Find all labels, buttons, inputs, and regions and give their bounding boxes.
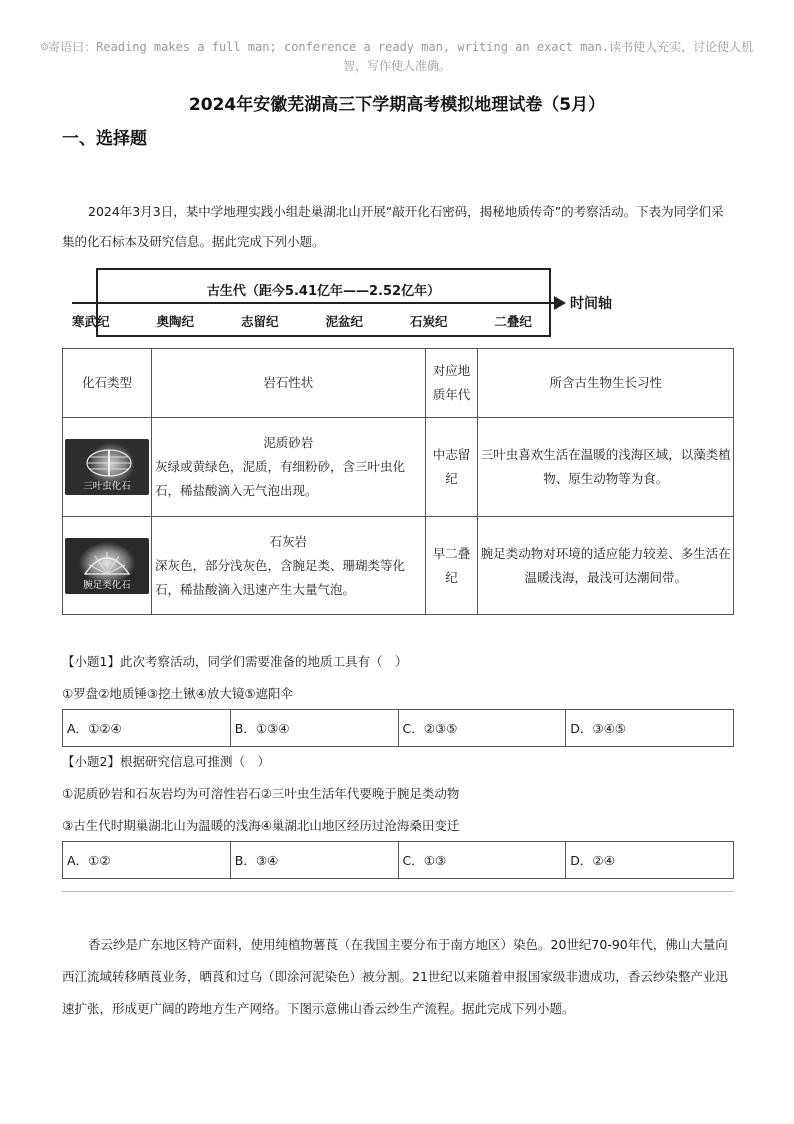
table-header: 化石类型 <box>63 349 152 418</box>
era-cell: 中志留纪 <box>425 418 478 517</box>
rock-cell <box>151 418 425 517</box>
sub1-items: ①罗盘②地质锤③挖土锹④放大镜⑤遮阳伞 <box>62 686 294 701</box>
divider <box>62 891 734 892</box>
rock-cell <box>151 517 425 615</box>
timeline-axis-label: 时间轴 <box>570 296 612 312</box>
sub2-items-line1: ①泥质砂岩和石灰岩均为可溶性岩石②三叶虫生活年代要晚于腕足类动物 <box>62 786 460 801</box>
fossil-table <box>62 348 734 615</box>
fossil-image-cell <box>63 418 152 517</box>
timeline-period: 寒武纪 <box>72 314 110 329</box>
rock-name: 泥质砂岩 <box>263 435 314 450</box>
option-b[interactable]: B．③④ <box>230 842 398 879</box>
habit-cell: 腕足类动物对环境的适应能力较差、多生活在温暖浅海，最浅可达潮间带。 <box>478 517 734 615</box>
table-header: 岩石性状 <box>151 349 425 418</box>
fossil-caption: 腕足类化石 <box>83 579 131 591</box>
sub1-stem: 【小题1】此次考察活动，同学们需要准备的地质工具有（ ） <box>62 654 408 669</box>
section-heading: 一、选择题 <box>62 129 147 149</box>
timeline-period: 奥陶纪 <box>156 314 194 329</box>
sub2-stem: 【小题2】根据研究信息可推测（ ） <box>62 754 270 769</box>
table-header: 所含古生物生长习性 <box>478 349 734 418</box>
fossil-caption: 三叶虫化石 <box>83 481 131 492</box>
option-d[interactable]: D．③④⑤ <box>566 710 734 747</box>
paleozoic-timeline <box>62 268 622 346</box>
table-header-row <box>63 349 734 418</box>
fossil-image-cell <box>63 517 152 615</box>
q2-intro: 香云纱是广东地区特产面料，使用纯植物薯莨（在我国主要分布于南方地区）染色。20世纪70-90年代，佛山大量向西江流域转移晒莨业务，晒莨和过乌（即涂河泥染色）被分割。21世纪以来随着申报国家级非遗成功，香云纱染整产业迅速扩张，形成更广阔的跨地方生产网络。下图示意佛山香云纱生产流程。据此完成下列小题。 <box>62 937 728 1016</box>
timeline-period: 泥盆纪 <box>325 314 363 329</box>
option-a[interactable]: A．①②④ <box>63 710 231 747</box>
trilobite-fossil-image <box>65 439 149 495</box>
rock-description: 深灰色，部分浅灰色，含腕足类、珊瑚类等化石，稀盐酸滴入迅速产生大量气泡。 <box>154 557 405 597</box>
q1-intro: 2024年3月3日，某中学地理实践小组赴巢湖北山开展“敲开化石密码，揭秘地质传奇”的考察活动。下表为同学们采集的化石标本及研究信息。据此完成下列小题。 <box>62 204 724 249</box>
timeline-arrow-icon <box>554 296 566 310</box>
brachiopod-fossil-image <box>65 538 149 594</box>
table-row <box>63 517 734 615</box>
timeline-period: 石炭纪 <box>409 314 448 329</box>
habit-cell: 三叶虫喜欢生活在温暖的浅海区域，以藻类植物、原生动物等为食。 <box>478 418 734 517</box>
option-b[interactable]: B．①③④ <box>230 710 398 747</box>
rock-name: 石灰岩 <box>269 533 307 549</box>
era-cell: 早二叠纪 <box>425 517 478 615</box>
header-motto: ☺寄语曰：Reading makes a full man; conference a ready man, writing an exact man.读书使人充实，讨论使人机智，写作使人准确。 <box>40 40 754 73</box>
option-c[interactable]: C．①③ <box>398 842 566 879</box>
sub1-options <box>62 709 734 747</box>
page-title: 2024年安徽芜湖高三下学期高考模拟地理试卷（5月） <box>188 95 606 115</box>
option-a[interactable]: A．①② <box>63 842 231 879</box>
option-c[interactable]: C．②③⑤ <box>398 710 566 747</box>
sub2-options <box>62 841 734 879</box>
timeline-era-label: 古生代（距今5.41亿年——2.52亿年） <box>206 284 441 299</box>
timeline-period: 志留纪 <box>240 314 279 329</box>
rock-description: 灰绿或黄绿色，泥质，有细粉砂，含三叶虫化石，稀盐酸滴入无气泡出现。 <box>154 459 405 498</box>
table-header: 对应地质年代 <box>425 349 478 418</box>
timeline-axis <box>72 302 558 304</box>
sub2-items-line2: ③古生代时期巢湖北山为温暖的浅海④巢湖北山地区经历过沧海桑田变迁 <box>62 818 460 833</box>
timeline-period: 二叠纪 <box>494 314 532 329</box>
option-d[interactable]: D．②④ <box>566 842 734 879</box>
table-row <box>63 418 734 517</box>
timeline-periods <box>72 312 532 330</box>
